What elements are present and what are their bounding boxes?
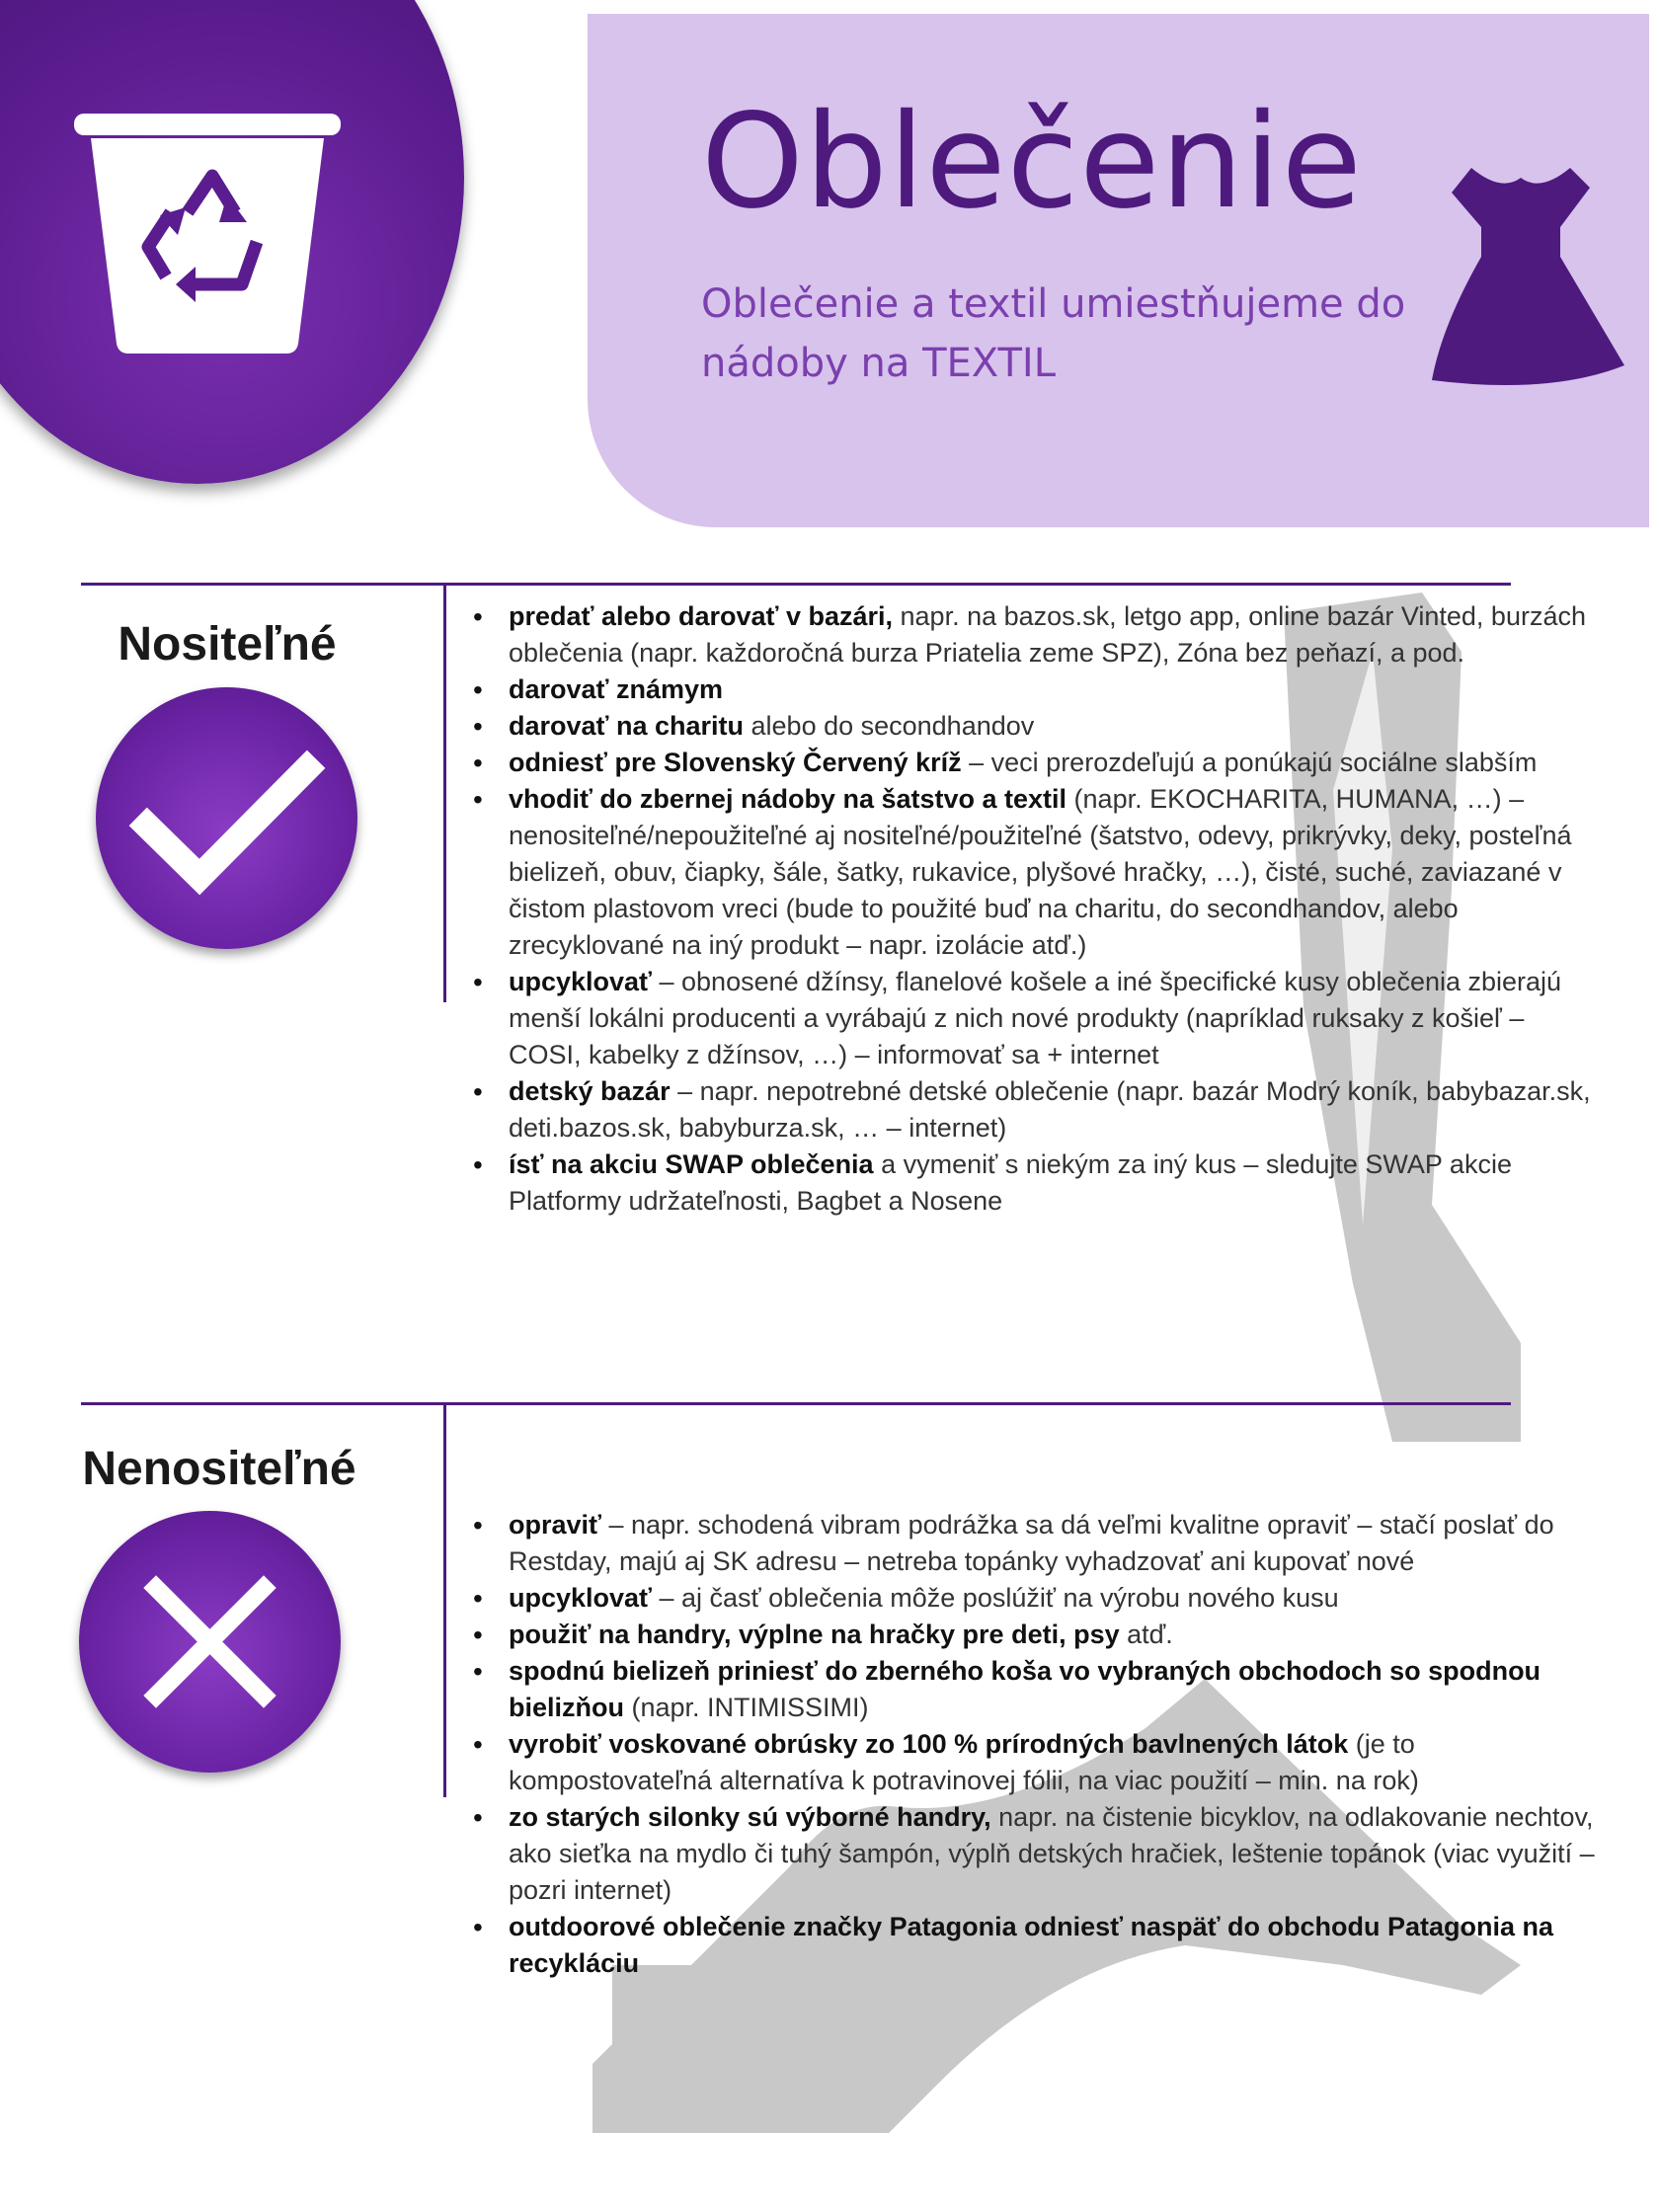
tip-bold-text: ísť na akciu SWAP oblečenia <box>509 1149 874 1179</box>
tip-text: atď. <box>1119 1620 1173 1649</box>
tip-bold-text: vyrobiť voskované obrúsky zo 100 % prírodných bavlnených látok <box>509 1729 1349 1759</box>
tip-bold-text: odniesť pre Slovenský Červený kríž <box>509 748 962 777</box>
list-item <box>509 1799 1605 1909</box>
list-item <box>509 1580 1605 1617</box>
list-item <box>509 1653 1605 1726</box>
divider-top <box>81 583 1511 586</box>
section-label-wearable: Nositeľné <box>118 618 337 671</box>
page-title: Oblečenie <box>701 86 1363 238</box>
tip-text: – napr. nepotrebné detské oblečenie (napr. bazár Modrý koník, babybazar.sk, deti.bazos.sk, babyburza.sk, … – internet) <box>509 1076 1591 1143</box>
list-item <box>509 781 1595 964</box>
tip-bold-text: detský bazár <box>509 1076 671 1106</box>
tip-text: – obnosené džínsy, flanelové košele a iné špecifické kusy oblečenia zbierajú menší lokálni producenti a vyrábajú z nich nové produkty (napríklad ruksaky z košieľ – COSI, kabelky z džínsov, …) – informovať sa + internet <box>509 967 1562 1069</box>
tip-text: a vymeniť s niekým za iný kus – sledujte SWAP akcie Platformy udržateľnosti, Bagbet a Nosene <box>509 1149 1512 1216</box>
list-item <box>509 1507 1605 1580</box>
tip-bold-text: použiť na handry, výplne na hračky pre deti, psy <box>509 1620 1120 1649</box>
tip-bold-text: vhodiť do zbernej nádoby na šatstvo a textil <box>509 784 1067 814</box>
tip-bold-text: outdoorové oblečenie značky Patagonia odniesť naspäť do obchodu Patagonia na recykláciu <box>509 1912 1554 1978</box>
page-subtitle: Oblečenie a textil umiestňujeme do nádoby na TEXTIL <box>701 281 1406 386</box>
recycle-bin-icon <box>69 109 346 356</box>
list-item <box>509 708 1595 745</box>
list-item <box>509 745 1595 781</box>
tip-bold-text: predať alebo darovať v bazári, <box>509 601 894 631</box>
tip-text: (napr. EKOCHARITA, HUMANA, …) – nenositeľné/nepoužiteľné aj nositeľné/použiteľné (šatstvo, odevy, prikrývky, deky, posteľná bielizeň, obuv, čiapky, šále, šatky, rukavice, plyšové hračky, …), čisté, suché, zaviazané v čistom plastovom vreci (bude to použité buď na charitu, do secondhandov, alebo zrecyklované na iný produkt – napr. izolácie atď.) <box>509 784 1572 960</box>
list-item <box>509 672 1595 708</box>
divider-middle <box>81 1402 1511 1405</box>
section-label-unwearable: Nenositeľné <box>82 1443 356 1495</box>
list-item <box>509 1909 1605 1982</box>
wearable-tips-list <box>459 598 1595 1220</box>
tip-text: – napr. schodená vibram podrážka sa dá veľmi kvalitne opraviť – stačí poslať do Restday, majú aj SK adresu – netreba topánky vyhadzovať ani kupovať nové <box>509 1510 1554 1576</box>
checkmark-badge <box>96 687 357 949</box>
tip-bold-text: upcyklovať <box>509 967 652 996</box>
tip-text: – veci prerozdeľujú a ponúkajú sociálne slabším <box>961 748 1538 777</box>
tip-text: (napr. INTIMISSIMI) <box>624 1693 869 1722</box>
tip-text: – aj časť oblečenia môže poslúžiť na výrobu nového kusu <box>652 1583 1339 1613</box>
tip-bold-text: darovať na charitu <box>509 711 745 741</box>
dress-icon <box>1412 148 1629 395</box>
tip-text: alebo do secondhandov <box>744 711 1035 741</box>
list-item <box>509 598 1595 672</box>
tip-bold-text: opraviť <box>509 1510 601 1540</box>
tip-text: napr. na bazos.sk, letgo app, online bazár Vinted, burzách oblečenia (napr. každoročná burza Priatelia zeme SPZ), Zóna bez peňazí, a pod. <box>509 601 1586 668</box>
cross-icon <box>79 1511 341 1773</box>
checkmark-icon <box>96 687 357 949</box>
divider-vertical-2 <box>443 1402 446 1797</box>
list-item <box>509 1073 1595 1146</box>
list-item <box>509 1617 1605 1653</box>
tip-text: (je to kompostovateľná alternatíva k potravinovej fólii, na viac použití – min. na rok) <box>509 1729 1419 1795</box>
tip-bold-text: upcyklovať <box>509 1583 652 1613</box>
list-item <box>509 1726 1605 1799</box>
unwearable-tips-list <box>459 1507 1605 1982</box>
cross-badge <box>79 1511 341 1773</box>
tip-text: napr. na čistenie bicyklov, na odlakovanie nechtov, ako sieťka na mydlo či tuhý šampón, výplň detských hračiek, leštenie topánok (viac využití – pozri internet) <box>509 1802 1595 1905</box>
divider-vertical-1 <box>443 583 446 1002</box>
list-item <box>509 1146 1595 1220</box>
tip-bold-text: spodnú bielizeň priniesť do zberného koša vo vybraných obchodoch so spodnou bielizňou <box>509 1656 1541 1722</box>
tip-bold-text: darovať známym <box>509 674 724 704</box>
list-item <box>509 964 1595 1073</box>
tip-bold-text: zo starých silonky sú výborné handry, <box>509 1802 991 1832</box>
